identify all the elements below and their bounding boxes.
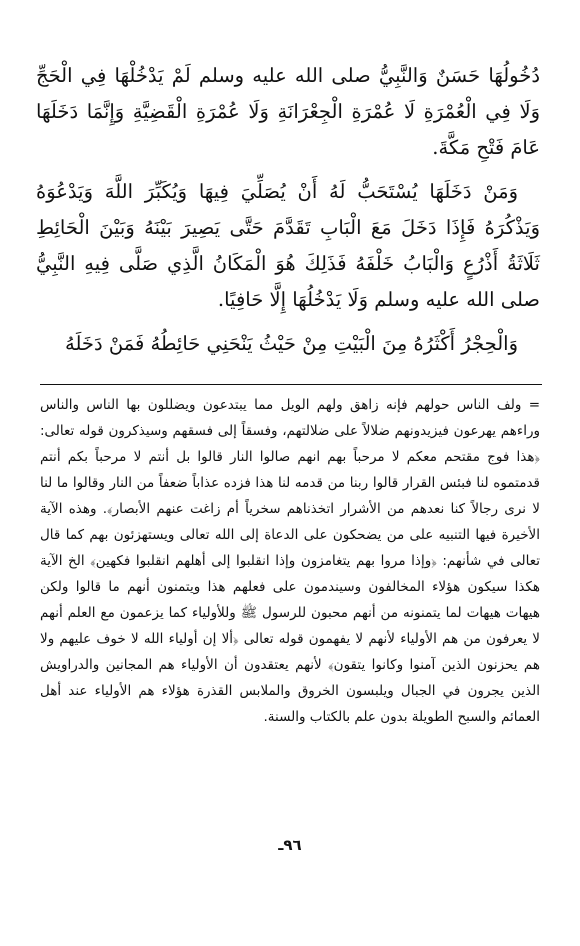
main-paragraph-3: وَالْحِجْرُ أَكْثَرُهُ مِنَ الْبَيْتِ مِنْ حَيْثُ يَنْحَنِي حَائِطُهُ فَمَنْ دَخَلَهُ [65, 332, 518, 355]
main-text-block [36, 58, 540, 370]
page-number: ٩٦ـ [278, 836, 302, 854]
footnote-block [40, 392, 540, 730]
footnote-text: = ولف الناس حولهم فإنه زاهق ولهم الويل مما يبتدعون ويضللون بها الناس والناس وراءهم يهرعون فيزيدونهم ضلالاً على ضلالتهم، وفسقاً إلى فسقهم وسيذكرون قوله تعالى: ﴿هذا فوج مقتحم معكم لا مرحباً بهم انهم صالوا النار قالوا بل أنتم لا مرحباً بكم أنتم قدمتموه لنا فبئس القرار قالوا ربنا من قدمه لنا هذا فزده عذاباً ضعفاً من النار وقالوا ما لنا لا نرى رجالاً كنا نعدهم من الأشرار اتخذناهم سخرياً أم زاغت عنهم الأبصار﴾. وهذه الآية الأخيرة فيها التنبيه على من يضحكون على الدعاة إلى الله تعالى ويستهزئون بهم كما قال تعالى في شأنهم: ﴿وإذا مروا بهم يتغامزون وإذا انقلبوا إلى أهلهم انقلبوا فكهين﴾ الخ الآية هكذا سيكون هؤلاء المخالفون وسيندمون على فعلهم هذا ويتمنون أنهم ما قالوا ولكن هيهات هيهات لما يتمنونه من أنهم محبون للرسول ﷺ وللأولياء كما يزعمون مع العلم أنهم لا يعرفون من هم الأولياء لأنهم لا يفهمون قوله تعالى ﴿ألا إن أولياء الله لا خوف عليهم ولا هم يحزنون الذين آمنوا وكانوا يتقون﴾ لأنهم يعتقدون أن الأولياء هم المجانين والدراويش الذين يجرون في الجبال ويلبسون الخروق والملابس القذرة هؤلاء هم الأولياء عند أهل العمائم والسبح الطويلة بدون علم بالكتاب والسنة. [40, 397, 540, 725]
footnote-separator [40, 384, 542, 385]
main-paragraph-1: دُخُولُهَا حَسَنٌ وَالنَّبِيُّ صلى الله عليه وسلم لَمْ يَدْخُلْهَا فِي الْحَجِّ وَلَا فِي الْعُمْرَةِ لَا عُمْرَةِ الْجِعْرَانَةِ وَلَا عُمْرَةِ الْقَضِيَّةِ وَإِنَّمَا دَخَلَهَا عَامَ فَتْحِ مَكَّةَ. [36, 64, 540, 159]
main-paragraph-2: وَمَنْ دَخَلَهَا يُسْتَحَبُّ لَهُ أَنْ يُصَلِّيَ فِيهَا وَيُكَبِّرَ اللَّهَ وَيَدْعُوَهُ وَيَذْكُرَهُ فَإِذَا دَخَلَ مَعَ الْبَابِ تَقَدَّمَ حَتَّى يَصِيرَ بَيْنَهُ وَبَيْنَ الْحَائِطِ ثَلَاثَةُ أَذْرُعٍ وَالْبَابُ خَلْفَهُ فَذَلِكَ هُوَ الْمَكَانُ الَّذِي صَلَّى فِيهِ النَّبِيُّ صلى الله عليه وسلم وَلَا يَدْخُلُهَا إِلَّا حَافِيًا. [36, 180, 540, 311]
